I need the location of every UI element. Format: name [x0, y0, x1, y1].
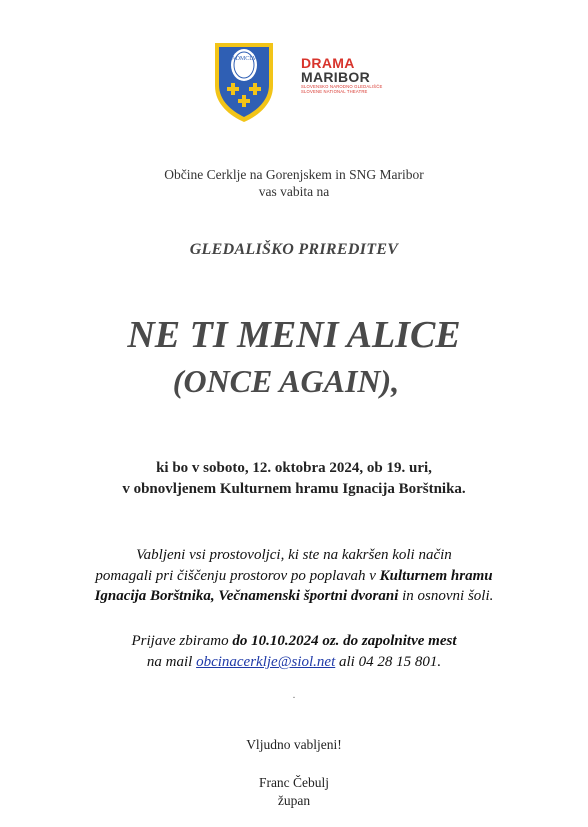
intro-line-2: vas vabita na: [258, 184, 330, 199]
registration-mail-label: na mail: [146, 654, 197, 670]
registration-line-1: [0, 631, 588, 652]
volunteers-line-2-text: pomagali pri čiščenju prostorov po poplavah v: [95, 567, 380, 584]
email-link[interactable]: obcinacerklje@siol.net: [196, 654, 336, 670]
signature-name: Franc Čebulj: [258, 775, 330, 790]
registration-line-2: [0, 652, 588, 673]
event-details: [0, 458, 588, 500]
registration-text: Prijave zbiramo: [131, 633, 233, 649]
intro-line-1: Občine Cerklje na Gorenjskem in SNG Maribor: [164, 167, 424, 182]
separator-dot: .: [292, 690, 296, 701]
logo-subline-2: SLOVENE NATIONAL THEATRE: [301, 89, 368, 94]
volunteers-line-2: [0, 566, 588, 587]
volunteers-line-3: [0, 586, 588, 607]
volunteers-line-3-bold: Ignacija Borštnika, Večnamenski športni dvorani: [94, 588, 399, 604]
logo-drama-text: DRAMA: [301, 55, 355, 71]
invitation-intro: [0, 166, 588, 200]
closing-text: Vljudno vabljeni!: [246, 737, 342, 752]
play-title-line-2: (ONCE AGAIN),: [172, 363, 400, 399]
crest-letters-top: ADMCLV: [231, 56, 257, 62]
volunteers-line-1: Vabljeni vsi prostovoljci, ki ste na kakršen koli način: [136, 547, 452, 563]
registration-deadline: do 10.10.2024 oz. do zapolnitve mest: [232, 633, 457, 649]
registration-paragraph: [0, 631, 588, 673]
logo-maribor-text: MARIBOR: [301, 69, 370, 85]
signature-block: [0, 774, 588, 810]
drama-maribor-logo: [301, 56, 382, 94]
event-venue-line: v obnovljenem Kulturnem hramu Ignacija Borštnika.: [122, 481, 466, 497]
play-title-line-1: NE TI MENI ALICE: [127, 314, 461, 356]
header-logos: [212, 40, 412, 126]
event-subtitle: GLEDALIŠKO PRIREDITEV: [189, 241, 399, 258]
logo-subline-1: SLOVENSKO NARODNO GLEDALIŠČE: [301, 84, 383, 89]
volunteers-line-2-bold: Kulturnem hramu: [379, 567, 493, 584]
municipality-crest-icon: [212, 40, 276, 124]
volunteers-paragraph: [0, 545, 588, 607]
registration-phone: ali 04 28 15 801.: [335, 654, 442, 670]
event-date-line: ki bo v soboto, 12. oktobra 2024, ob 19. uri,: [156, 460, 432, 476]
signature-role: župan: [277, 793, 311, 808]
volunteers-line-3-text: in osnovni šoli.: [398, 588, 494, 604]
